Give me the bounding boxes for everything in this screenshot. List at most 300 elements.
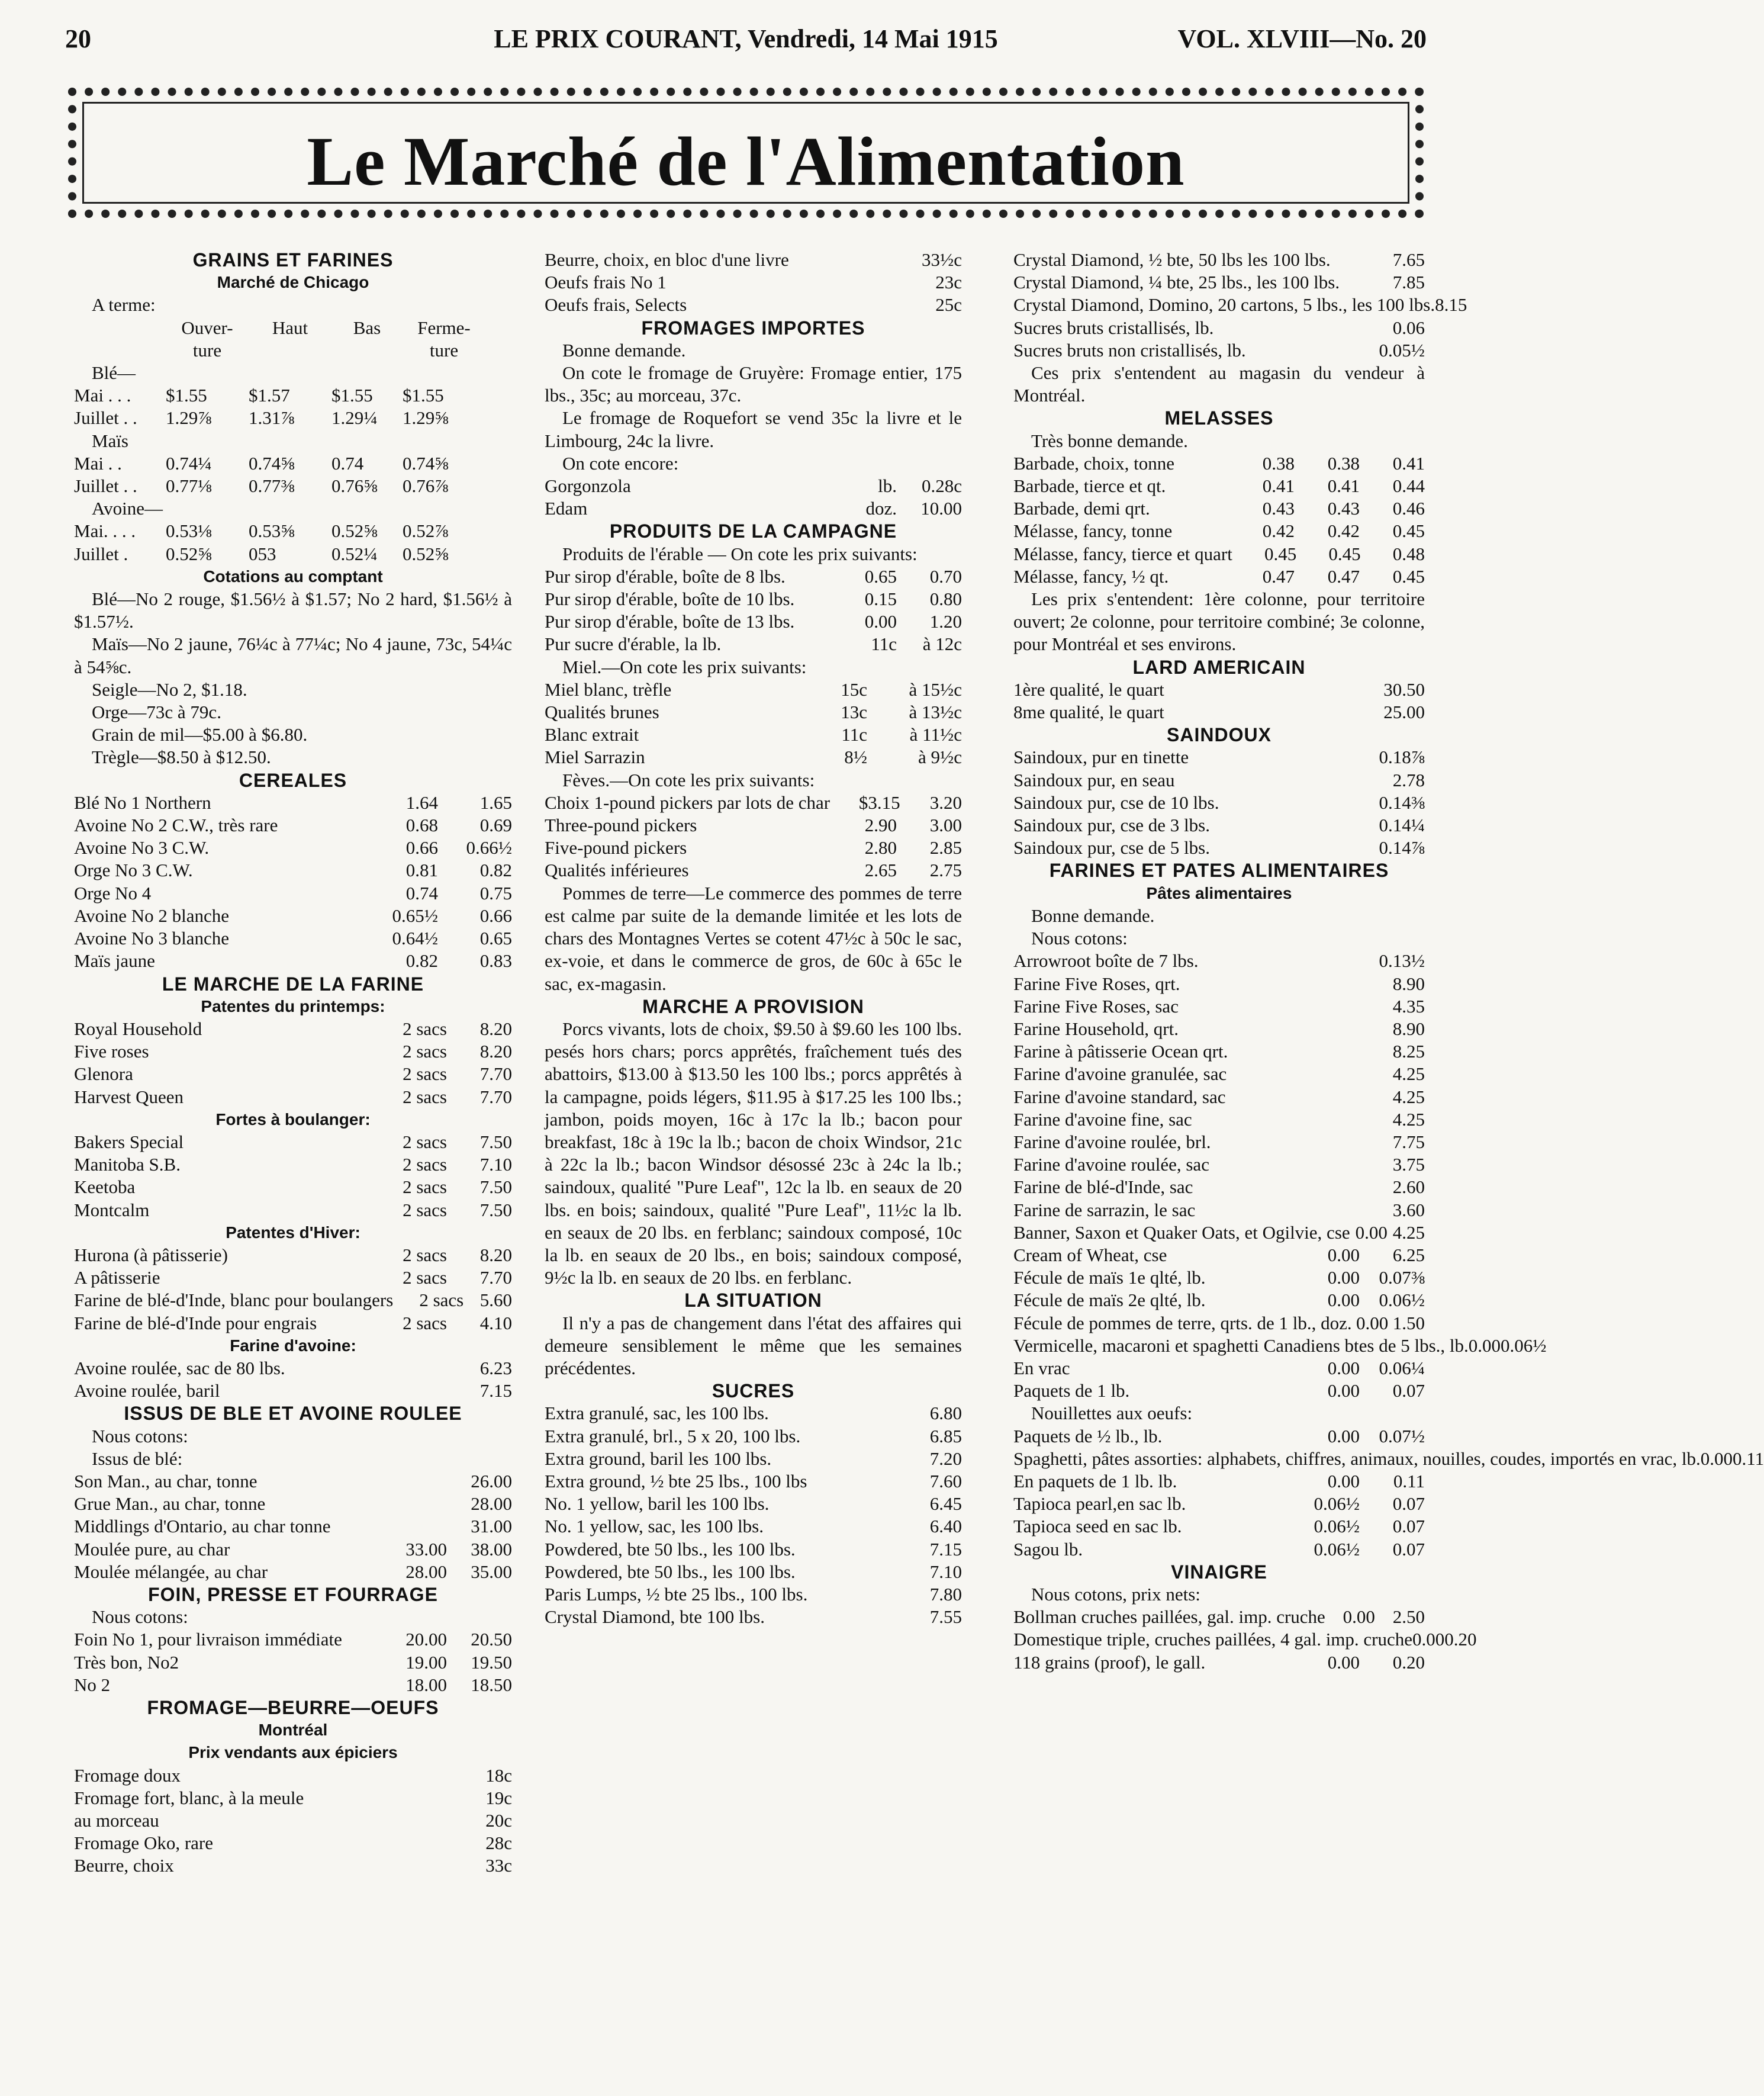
price-row [74,1628,512,1651]
item-price [352,1493,447,1515]
item-price: 35.00 [471,1561,512,1582]
price-row [74,1380,512,1402]
section-heading: MARCHE A PROVISION [642,995,864,1017]
item-price: 0.44 [1392,475,1425,497]
item-price: 0.74 [405,882,438,904]
item-price: 0.65½ [392,905,438,926]
item-price: 0.45 [1392,520,1425,542]
item-name: 118 grains (proof), le gall. [1013,1651,1206,1673]
item-price: 19.00 [405,1651,447,1673]
masthead-title: LE PRIX COURANT, Vendredi, 14 Mai 1915 [494,24,998,53]
item-name: Fromage fort, blanc, à la meule [74,1787,304,1808]
item-name: Farine de blé-d'Inde, blanc pour boulangers [74,1290,394,1311]
price-row [74,1832,512,1854]
futures-column-header: Bas [353,317,381,338]
price-row [1013,317,1425,339]
paragraph: Nous cotons: [1031,928,1128,949]
item-price: 0.00 [1700,1448,1733,1469]
price-row [1013,1063,1425,1085]
futures-cell: 0.74¼ [166,452,212,474]
price-row [1013,1470,1425,1493]
price-row [545,475,962,497]
price-row [545,497,962,520]
item-price: 2 sacs [403,1176,447,1198]
item-name: Blanc extrait [545,724,639,745]
item-price: 0.00 [1355,1221,1388,1243]
item-name: 1ère qualité, le quart [1013,679,1164,700]
price-row [1013,271,1425,294]
item-name: Avoine roulée, baril [74,1380,220,1401]
item-price: 13c [841,702,867,723]
item-price: 20c [485,1810,512,1831]
price-row [1013,497,1425,520]
item-price: 0.45 [1328,543,1361,564]
price-row [74,950,512,972]
paragraph: A terme: [92,294,156,316]
price-row [74,859,512,882]
item-price: 19c [485,1787,512,1808]
paragraph: Blé—No 2 rouge, $1.56½ à $1.57; No 2 hard, $1.56½ à $1.57½. [74,589,512,632]
section-heading: FROMAGE—BEURRE—OEUFS [147,1697,439,1718]
section-heading: LA SITUATION [684,1290,822,1311]
price-row [545,610,962,633]
item-price: 0.47 [1327,565,1360,587]
price-row [545,1402,962,1425]
item-price: 0.20 [1444,1629,1477,1650]
item-name: Saindoux pur, cse de 5 lbs. [1013,837,1210,859]
item-price: 6.23 [479,1357,512,1378]
price-row [545,633,962,655]
price-row [545,588,962,610]
item-name: Farine d'avoine roulée, sac [1013,1154,1209,1175]
item-price: 0.06½ [1314,1516,1360,1537]
futures-cell: 0.74⅝ [249,452,295,474]
price-row [74,1470,512,1493]
item-price [1295,950,1360,972]
item-price [352,1515,447,1538]
price-row [74,1787,512,1809]
item-name: 8me qualité, le quart [1013,702,1164,723]
item-name: A pâtisserie [74,1267,160,1288]
item-price: 3.20 [929,792,962,813]
item-name: Saindoux pur, cse de 3 lbs. [1013,815,1210,836]
price-row [1013,973,1425,995]
item-name: Paquets de 1 lb. [1013,1380,1130,1401]
item-price: 2 sacs [403,1199,447,1220]
item-name: Fécule de maïs 2e qlté, lb. [1013,1290,1206,1311]
item-price: 28c [485,1833,512,1854]
section-heading: LE MARCHE DE LA FARINE [162,973,424,995]
item-price: 0.11 [1393,1470,1425,1491]
item-price: 30.50 [1383,679,1425,700]
commodity-label: Blé— [92,362,136,384]
item-price: 18.50 [471,1674,512,1695]
section-heading: GRAINS ET FARINES [192,249,394,271]
item-name: Barbade, tierce et qt. [1013,475,1166,497]
item-price: 7.60 [929,1470,962,1491]
price-row [1013,995,1425,1018]
item-name: Moulée mélangée, au char [74,1561,268,1582]
item-name: Crystal Diamond, Domino, 20 cartons, 5 lbs., les 100 lbs. [1013,294,1435,316]
item-price: 11c [871,634,897,655]
item-name: Manitoba S.B. [74,1154,181,1175]
paragraph: On cote le fromage de Gruyère: Fromage entier, 175 lbs., 35c; au morceau, 37c. [545,362,962,406]
section-heading: LARD AMERICAIN [1132,656,1306,678]
item-price: 8.20 [479,1018,512,1039]
item-price: 7.50 [479,1131,512,1152]
item-price: 26.00 [471,1470,512,1491]
paragraph: Nouillettes aux oeufs: [1031,1403,1193,1424]
item-name: Extra granulé, sac, les 100 lbs. [545,1403,769,1424]
item-name: Farine d'avoine granulée, sac [1013,1063,1227,1085]
item-price: 4.10 [479,1312,512,1333]
item-price [1295,1199,1360,1221]
item-price: 0.07⅜ [1379,1267,1425,1288]
item-price: 0.06½ [1314,1538,1360,1560]
section-heading: FARINES ET PATES ALIMENTAIRES [1049,860,1389,882]
item-price: à 13½c [909,702,962,723]
item-price: 8½ [844,747,867,768]
item-name: Extra ground, ½ bte 25 lbs., 100 lbs [545,1470,807,1491]
price-row [545,1448,962,1470]
item-price: 0.41 [1327,475,1360,497]
price-row [74,1244,512,1266]
item-price: 10.00 [920,498,962,519]
item-price: 19.50 [471,1651,512,1673]
price-row [1013,1312,1425,1335]
subsection-heading: Fortes à boulanger: [215,1110,371,1129]
price-row [74,1561,512,1583]
item-price: 3.00 [929,815,962,836]
item-price: 0.00 [1327,1244,1360,1265]
price-row [1013,1199,1425,1221]
price-row [545,249,962,271]
item-price: à 11½c [909,724,962,745]
futures-cell: Juillet . . [74,407,137,429]
item-name: Qualités brunes [545,702,659,723]
item-price: 0.00 [1327,1470,1360,1491]
item-price: 0.81 [405,860,438,881]
item-price: 2 sacs [403,1267,447,1288]
item-price: 8.25 [1392,1041,1425,1062]
page-number: 20 [65,24,91,53]
item-price: 0.80 [929,589,962,610]
item-name: Blé No 1 Northern [74,792,211,813]
subsection-heading: Patentes du printemps: [201,996,385,1015]
paragraph: Pommes de terre—Le commerce des pommes de terre est calme par suite de la demande limitée et les lots de chars des Montagnes Vertes se cotent 47½c à 50c le sac, ex-voie, et dans le commerce de gros, de 60c à 65c le sac, ex-magasin. [545,882,962,994]
price-row [74,1086,512,1108]
item-name: Farine Five Roses, qrt. [1013,973,1180,994]
item-name: Avoine No 3 blanche [74,928,229,949]
item-price: 0.42 [1327,520,1360,542]
price-row [74,1764,512,1787]
item-price: 33.00 [405,1538,447,1560]
item-price: 28.00 [405,1561,447,1582]
item-name: Foin No 1, pour livraison immédiate [74,1629,342,1650]
item-name: Avoine roulée, sac de 80 lbs. [74,1357,285,1378]
price-row [1013,1628,1477,1651]
item-price: 0.43 [1327,498,1360,519]
item-name: Beurre, choix [74,1855,174,1876]
price-row [545,294,962,316]
price-row [1013,1335,1547,1357]
item-name: Harvest Queen [74,1086,184,1107]
item-price: 0.06½ [1501,1335,1547,1356]
item-name: Saindoux, pur en tinette [1013,747,1189,768]
item-price: 20.00 [405,1629,447,1650]
futures-cell: 053 [249,543,276,564]
item-price: 0.07½ [1379,1425,1425,1446]
item-price: 0.07 [1392,1380,1425,1401]
price-row [74,1131,512,1153]
item-price: 2.85 [929,837,962,859]
section-banner [68,88,1424,218]
price-row [1013,1538,1425,1561]
item-price: 0.43 [1262,498,1295,519]
item-name: Crystal Diamond, ½ bte, 50 lbs les 100 lbs. [1013,249,1331,270]
price-row [545,1538,962,1561]
item-name: Pur sirop d'érable, boîte de 13 lbs. [545,611,795,632]
item-name: Saindoux pur, en seau [1013,769,1175,790]
item-name: Beurre, choix, en bloc d'une livre [545,249,789,270]
item-price: 0.82 [479,860,512,881]
item-name: Bollman cruches paillées, gal. imp. cruche [1013,1606,1325,1628]
price-row [1013,565,1425,588]
item-name: Farine d'avoine roulée, brl. [1013,1131,1211,1152]
item-price: 7.70 [479,1086,512,1107]
item-price: 0.00 [1327,1380,1360,1401]
item-price: 7.15 [479,1380,512,1401]
item-name: No 2 [74,1674,111,1695]
price-row [1013,950,1425,972]
item-price: 25.00 [1383,702,1425,723]
futures-table [74,317,512,362]
futures-cell: Mai . . [74,452,122,474]
item-price: à 9½c [918,747,962,768]
section-heading: VINAIGRE [1171,1561,1267,1583]
paragraph: Produits de l'érable — On cote les prix suivants: [562,543,918,564]
price-row [545,837,962,859]
price-row [1013,769,1425,792]
price-row [545,724,962,746]
item-name: Qualités inférieures [545,860,689,881]
price-row [1013,1493,1425,1515]
price-row [74,1312,512,1335]
item-name: Farine à pâtisserie Ocean qrt. [1013,1041,1228,1062]
futures-cell: 0.52⅝ [403,543,449,564]
item-name: Hurona (à pâtisserie) [74,1244,228,1265]
item-name: Choix 1-pound pickers par lots de char [545,792,831,813]
item-price: 7.10 [929,1561,962,1582]
item-price [352,1380,447,1402]
item-price: 0.00 [1356,1312,1389,1333]
item-price: 7.50 [479,1199,512,1220]
item-name: Paquets de ½ lb., lb. [1013,1425,1163,1446]
price-row [1013,679,1425,701]
price-row [1013,475,1425,497]
item-price: doz. [865,498,897,519]
item-name: Cream of Wheat, cse [1013,1244,1167,1265]
item-price: 8.15 [1435,294,1467,316]
price-row [74,927,512,950]
item-price: 6.80 [929,1403,962,1424]
item-price: 2.90 [864,815,897,836]
price-row [545,679,962,701]
item-price: 4.35 [1392,995,1425,1017]
item-name: Son Man., au char, tonne [74,1470,257,1491]
item-name: Saindoux pur, cse de 10 lbs. [1013,792,1219,813]
price-row [74,1809,512,1832]
item-price: 0.83 [479,950,512,972]
subsection-heading: Montréal [258,1721,328,1740]
paragraph: Nous cotons: [92,1606,188,1628]
futures-cell: 1.31⅞ [249,407,295,429]
item-price: 0.66 [405,837,438,859]
item-price: 28.00 [471,1493,512,1515]
item-price: à 15½c [909,679,962,700]
price-row [1013,1040,1425,1063]
item-price: 0.68 [405,815,438,836]
item-name: Pur sirop d'érable, boîte de 10 lbs. [545,589,795,610]
paragraph: Nous cotons: [92,1425,188,1446]
item-name: Sucres bruts non cristallisés, lb. [1013,339,1246,361]
item-name: Fécule de pommes de terre, qrts. de 1 lb., doz. [1013,1312,1352,1333]
item-name: Avoine No 3 C.W. [74,837,210,859]
price-row [74,905,512,927]
item-price: 3.60 [1392,1199,1425,1220]
price-row [545,1583,962,1606]
item-price [1295,1063,1360,1085]
futures-column-header: Haut [272,317,308,338]
price-row [1013,1176,1425,1198]
item-price: 0.07 [1392,1538,1425,1560]
paragraph: Très bonne demande. [1031,430,1188,451]
item-price: 7.65 [1392,249,1425,270]
paragraph: Issus de blé: [92,1448,183,1469]
item-price: 0.14⅜ [1379,792,1425,813]
item-price: 25c [935,294,962,316]
price-row [1013,792,1425,814]
item-price: 0.06 [1392,317,1425,338]
price-row [74,1651,512,1674]
item-price: 8.20 [479,1041,512,1062]
item-name: Mélasse, fancy, tonne [1013,520,1173,542]
item-price: 0.13½ [1379,950,1425,972]
item-name: Farine de sarrazin, le sac [1013,1199,1196,1220]
item-price: 0.00 [1327,1651,1360,1673]
item-name: Middlings d'Ontario, au char tonne [74,1516,331,1537]
item-price: 0.14⅞ [1379,837,1425,859]
price-row [1013,1018,1425,1040]
futures-column-header [74,317,166,362]
item-name: Grue Man., au char, tonne [74,1493,266,1515]
item-price: 18c [485,1764,512,1786]
item-name: Sagou lb. [1013,1538,1083,1560]
item-price: 2 sacs [403,1063,447,1085]
item-name: Spaghetti, pâtes assorties: alphabets, chiffres, animaux, nouilles, coudes, importés en vrac, lb. [1013,1448,1701,1469]
item-name: No. 1 yellow, baril les 100 lbs. [545,1493,770,1515]
paragraph: Seigle—No 2, $1.18. [92,679,247,700]
price-row [74,1289,512,1311]
item-price: 2 sacs [419,1290,464,1311]
item-price: 0.47 [1262,565,1295,587]
item-price: 6.40 [929,1516,962,1537]
price-row [74,1357,512,1380]
price-row [1013,1086,1425,1108]
item-price: 2 sacs [403,1154,447,1175]
section-title: Le Marché de l'Alimentation [307,123,1185,200]
volume-number: VOL. XLVIII—No. 20 [1177,24,1427,53]
futures-cell: 0.76⅞ [403,475,449,497]
item-name: Edam [545,498,588,519]
item-price: 4.25 [1392,1086,1425,1107]
subsection-heading: Prix vendants aux épiciers [188,1743,398,1762]
item-price: 6.85 [929,1425,962,1446]
item-price: 7.70 [479,1267,512,1288]
paragraph: Bonne demande. [562,339,686,361]
item-price: 1.50 [1392,1312,1425,1333]
item-name: Orge No 3 C.W. [74,860,193,881]
paragraph: On cote encore: [562,452,679,474]
item-price: 2.78 [1392,769,1425,790]
price-row [74,1266,512,1289]
item-price [1295,973,1360,995]
futures-cell: 0.52¼ [331,543,378,564]
item-price: 0.42 [1262,520,1295,542]
item-name: Gorgonzola [545,475,631,497]
item-price: 0.64½ [392,928,438,949]
item-price: 0.00 [1412,1629,1445,1650]
item-name: Glenora [74,1063,133,1085]
price-row [1013,294,1467,316]
price-row [545,1515,962,1538]
item-price: 0.06½ [1314,1493,1360,1515]
item-price: 0.20 [1392,1651,1425,1673]
paragraph: Trègle—$8.50 à $12.50. [92,747,271,768]
item-name: Paris Lumps, ½ bte 25 lbs., 100 lbs. [545,1583,808,1605]
item-price: 0.28c [921,475,962,497]
item-price: 4.25 [1392,1221,1425,1243]
item-price: 0.38 [1327,452,1360,474]
item-name: Mélasse, fancy, tierce et quart [1013,543,1232,564]
item-price: 0.70 [929,565,962,587]
price-row [74,1040,512,1063]
item-price: 0.45 [1264,543,1297,564]
paragraph: Nous cotons, prix nets: [1031,1583,1200,1605]
item-name: au morceau [74,1810,159,1831]
price-row [74,1538,512,1561]
item-price: 0.82 [405,950,438,972]
item-name: No. 1 yellow, sac, les 100 lbs. [545,1516,764,1537]
item-price: 1.64 [405,792,438,813]
price-row [1013,1357,1425,1380]
banner-frame [82,102,1409,204]
page-header [65,24,1427,65]
item-name: Orge No 4 [74,882,152,904]
item-name: Fromage Oko, rare [74,1833,213,1854]
item-price: 0.06¼ [1379,1357,1425,1378]
item-price: 7.75 [1392,1131,1425,1152]
item-name: Powdered, bte 50 lbs., les 100 lbs. [545,1538,796,1560]
item-price: 0.00 [1343,1606,1375,1628]
item-price: 4.25 [1392,1063,1425,1085]
item-price: 0.07 [1392,1493,1425,1515]
item-price: 0.07 [1392,1516,1425,1537]
item-name: Farine d'avoine standard, sac [1013,1086,1226,1107]
item-name: Sucres bruts cristallisés, lb. [1013,317,1214,338]
item-name: Mélasse, fancy, ½ qt. [1013,565,1169,587]
price-row [1013,1266,1425,1289]
